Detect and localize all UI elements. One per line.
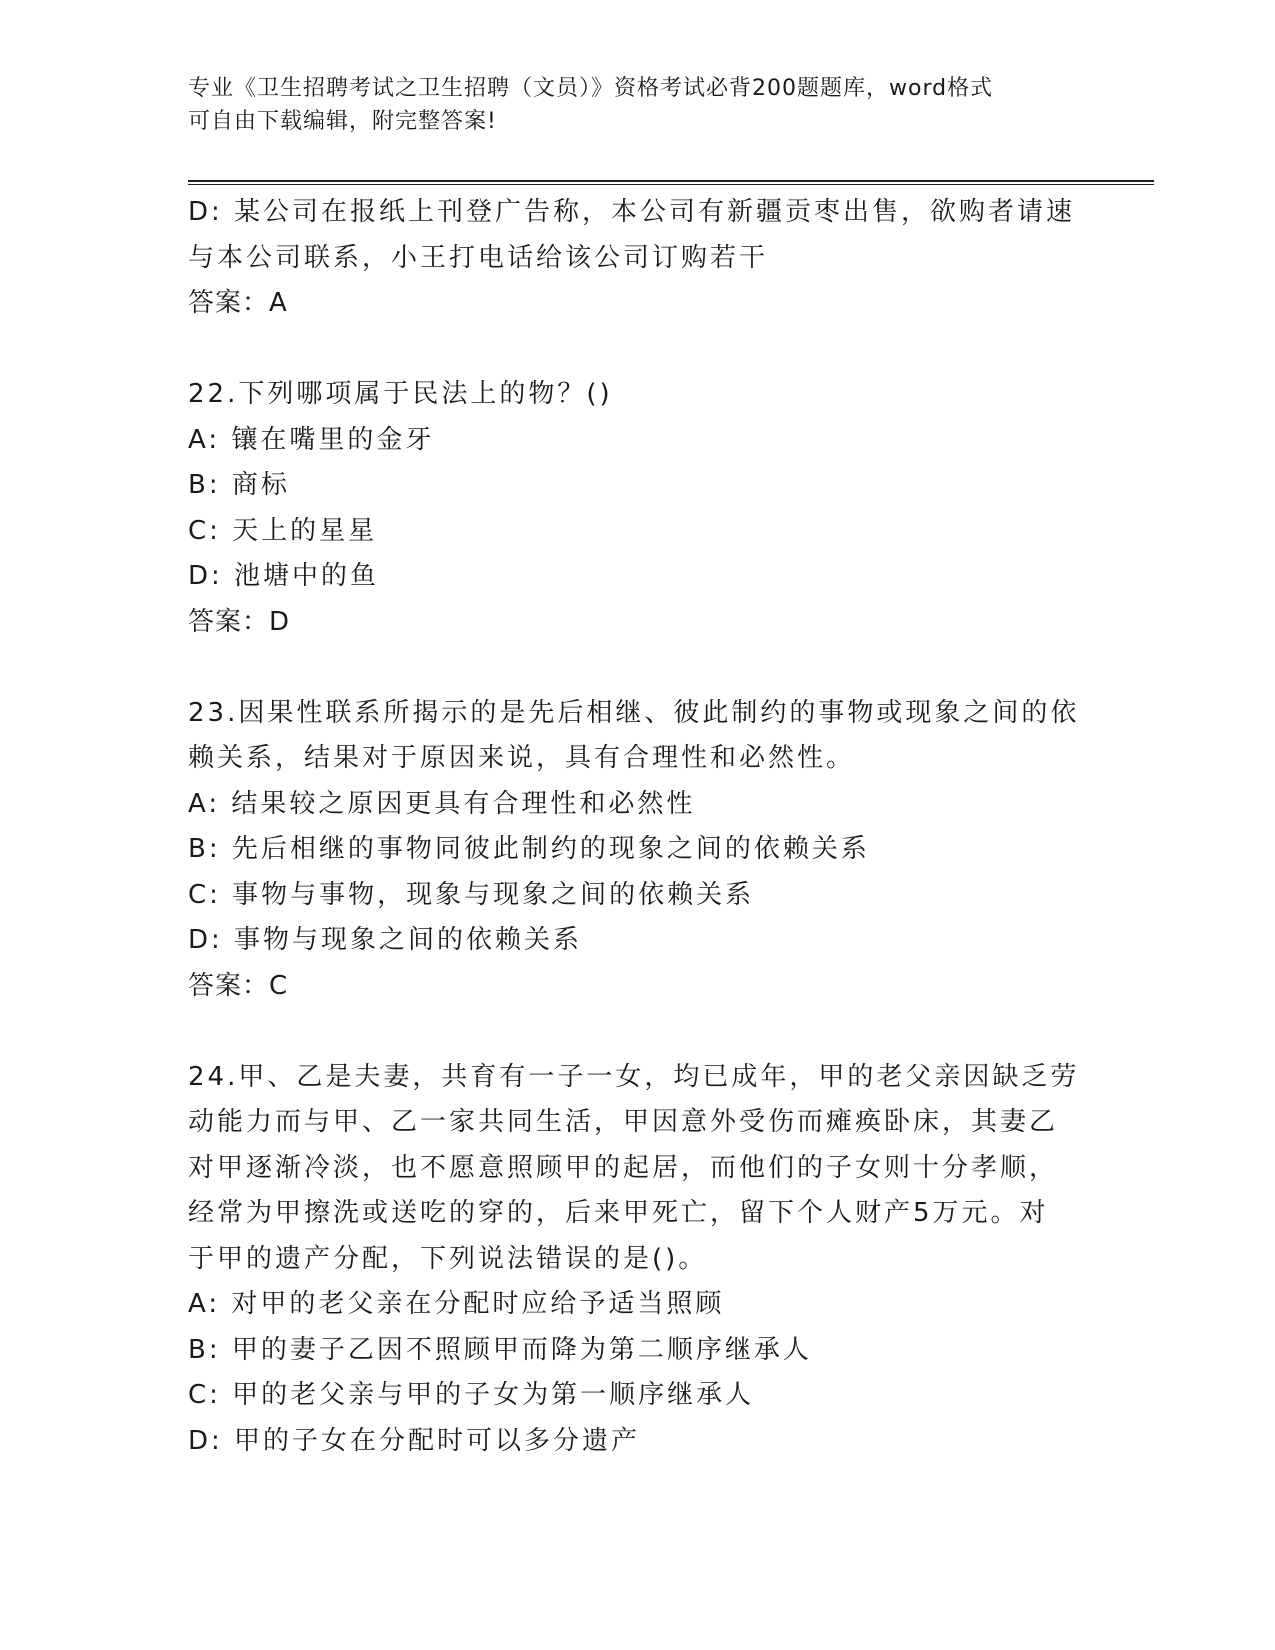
header-title-line1: 专业《卫生招聘考试之卫生招聘（文员）》资格考试必背200题题库，word格式: [188, 76, 994, 101]
question-stem-line2: 动能力而与甲、乙一家共同生活，甲因意外受伤而瘫痪卧床，其妻乙: [188, 1107, 1059, 1137]
spacer: [188, 645, 1088, 691]
question-stem-line4: 经常为甲擦洗或送吃的穿的，后来甲死亡，留下个人财产5万元。对: [188, 1198, 1049, 1228]
option-b: B: 先后相继的事物同彼此制约的现象之间的依赖关系: [188, 834, 870, 864]
option-d-line1: D: 某公司在报纸上刊登广告称，本公司有新疆贡枣出售，欲购者请速: [188, 197, 1076, 227]
question-stem: 22.下列哪项属于民法上的物？(): [188, 379, 613, 409]
question-23: [188, 691, 1088, 1009]
question-stem-line1: 24.甲、乙是夫妻，共育有一子一女，均已成年，甲的老父亲因缺乏劳: [188, 1061, 1080, 1092]
question-22: [188, 372, 1088, 645]
option-a: A: 对甲的老父亲在分配时应给予适当照顾: [188, 1289, 725, 1319]
question-stem-line5: 于甲的遗产分配，下列说法错误的是()。: [188, 1243, 708, 1274]
question-stem-line2: 赖关系，结果对于原因来说，具有合理性和必然性。: [188, 743, 856, 773]
option-d: D: 池塘中的鱼: [188, 561, 380, 591]
spacer: [188, 1009, 1088, 1055]
option-c: C: 天上的星星: [188, 515, 378, 546]
answer-label: 答案：D: [188, 606, 291, 637]
option-a: A: 结果较之原因更具有合理性和必然性: [188, 788, 696, 819]
question-stem-line1: 23.因果性联系所揭示的是先后相继、彼此制约的事物或现象之间的依: [188, 697, 1080, 728]
option-b: B: 商标: [188, 470, 290, 500]
answer-label: 答案：A: [188, 288, 288, 318]
document-body: [188, 190, 1088, 1464]
spacer: [188, 326, 1088, 372]
header-divider: [188, 180, 1154, 185]
option-c: C: 甲的老父亲与甲的子女为第一顺序继承人: [188, 1380, 755, 1410]
header-title-line2: 可自由下载编辑，附完整答案!: [188, 109, 497, 134]
option-a: A: 镶在嘴里的金牙: [188, 424, 435, 455]
option-b: B: 甲的妻子乙因不照顾甲而降为第二顺序继承人: [188, 1334, 812, 1365]
question-stem-line3: 对甲逐渐冷淡，也不愿意照顾甲的起居，而他们的子女则十分孝顺，: [188, 1152, 1059, 1183]
option-d: D: 事物与现象之间的依赖关系: [188, 925, 583, 955]
question-24: [188, 1055, 1088, 1465]
option-d-line2: 与本公司联系，小王打电话给该公司订购若干: [188, 242, 769, 273]
document-header: [188, 72, 1068, 138]
option-c: C: 事物与事物，现象与现象之间的依赖关系: [188, 879, 755, 910]
option-d: D: 甲的子女在分配时可以多分遗产: [188, 1425, 641, 1456]
answer-label: 答案：C: [188, 970, 289, 1001]
question-21-continuation: [188, 190, 1088, 326]
